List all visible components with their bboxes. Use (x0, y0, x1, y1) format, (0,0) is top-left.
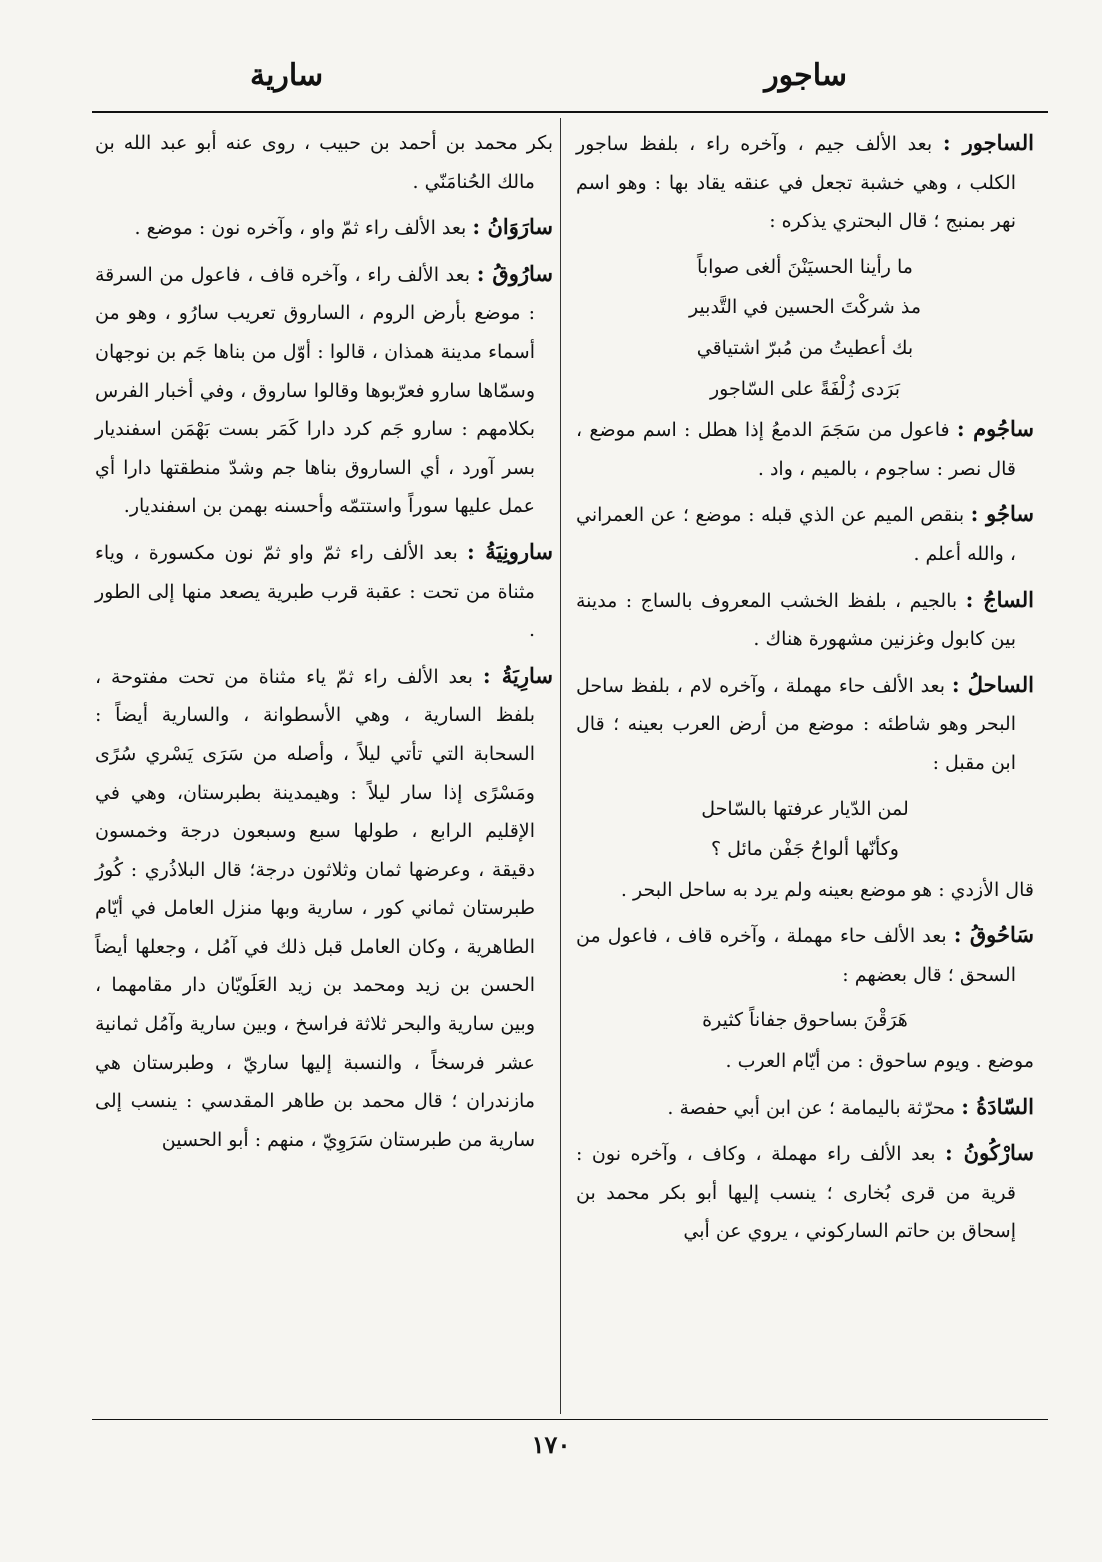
page-number: ١٧٠ (531, 1430, 571, 1459)
entry-text: بنقص الميم عن الذي قبله : موضع ؛ عن العمراني ، والله أعلم . (576, 504, 1016, 565)
entry-paragraph (576, 581, 1034, 659)
verse-line (576, 329, 1034, 368)
headword: سارْكُونُ : (945, 1140, 1034, 1166)
headword: سارونِيَةُ : (467, 538, 554, 564)
entry-text: لمن الدّيار عرفتها بالسّاحل (701, 797, 909, 820)
verse-line (576, 288, 1034, 327)
headword: سَاحُوقُ : (953, 922, 1034, 948)
entry-text: بالجيم ، بلفظ الخشب المعروف بالساج : مدينة بين كابول وغزنين مشهورة هناك . (576, 589, 1016, 651)
entry-paragraph (576, 1088, 1034, 1128)
entry-text: بعد الألف حاء مهملة ، وآخره قاف ، فاعول من السحق ؛ قال بعضهم : (576, 925, 1016, 986)
verse-line (576, 248, 1034, 287)
entry-paragraph (576, 495, 1034, 573)
entry-text: قال الأزدي : هو موضع بعينه ولم يرد به ساحل البحر . (620, 878, 1034, 901)
entry-paragraph (95, 208, 553, 248)
entry-text: بعد الألف حاء مهملة ، وآخره لام ، بلفظ ساحل البحر وهو شاطئه : موضع من أرض العرب بعينه ؛ قال ابن مقبل : (576, 674, 1016, 774)
entry-paragraph (576, 871, 1034, 910)
headword: ساجُوم : (956, 416, 1034, 442)
entry-text: مذ شركْتَ الحسين في التَّدبير (688, 296, 922, 319)
entry-paragraph (95, 533, 553, 650)
entry-text: فاعول من سَجَمَ الدمعُ إذا هطل : اسم موضع ، قال نصر : ساجوم ، بالميم ، واد . (576, 419, 1016, 480)
entry-paragraph (576, 124, 1034, 241)
header-rule (92, 111, 1048, 113)
entry-text: موضع . ويوم ساحوق : من أيّام العرب . (725, 1050, 1034, 1073)
footer-rule (92, 1419, 1048, 1420)
entry-paragraph (576, 410, 1034, 488)
entry-text: بعد الألف راء ثمّ واو ، وآخره نون : موضع . (134, 217, 467, 240)
entry-text: هَرَقْنَ بساحوق جفاناً كثيرة (702, 1009, 908, 1032)
verse-line (576, 370, 1034, 409)
running-header-left: سارية (250, 58, 324, 93)
entry-text: بعد الألف راء ، وآخره قاف ، فاعول من السرقة : موضع بأرض الروم ، الساروق تعريب سارُو ، وهو من أسماء مدينة همذان ، قالوا : أوّل من بناها جَم بن نوجهان وسمّاها سارو فعرّبوها وقالوا ساروق ، وفي أخبار الفرس بكلامهم : سارو جَم كرد دارا كَمَر بست بَهْمَن اسفنديار بسر آورد ، أي الساروق بناها جم وشدّ منطقتها دارا أي عمل عليها سوراً واستتمّه وأحسنه بهمن بن اسفنديار. (95, 263, 535, 518)
entry-text: وكأنّها ألواحُ جَفْن مائل ؟ (711, 838, 899, 861)
entry-paragraph (576, 916, 1034, 994)
headword: الساجُ : (965, 586, 1034, 612)
entry-text: ما رأينا الحسيَنْنَ ألغى صواباً (697, 255, 913, 278)
column-divider (560, 118, 561, 1414)
entry-text: بعد الألف راء ثمّ ياء مثناة من تحت مفتوحة ، بلفظ السارية ، وهي الأسطوانة ، والسارية أيضاً : السحابة التي تأتي ليلاً ، وأصله من سَرَى يَسْري سُرًى ومَسْرًى إذا سار ليلاً : وهيمدينة بطبرستان، وهي في الإقليم الرابع ، طولها سبع وسبعون درجة وخمسون دقيقة ، وعرضها ثمان وثلاثون درجة؛ قال البلاذُري : كُورُ طبرستان ثماني كور ، سارية وبها منزل العامل في أيّام الطاهرية ، وكان العامل قبل ذلك في آمُل ، وجعلها أيضاً الحسن بن زيد ومحمد بن زيد العَلَويّان دار مقامهما ، وبين سارية والبحر ثلاثة فراسخ ، وبين سارية وآمُل ثمانية عشر فرسخاً ، والنسبة إليها ساريّ ، وطبرستان هي مازندران ؛ قال محمد بن طاهر المقدسي : ينسب إلى سارية من طبرستان سَرَوِيّ ، منهم : أبو الحسين (95, 665, 535, 1151)
verse-line (576, 1001, 1034, 1040)
headword: السّادَةُ : (961, 1093, 1034, 1119)
entry-text: بك أعطيتُ من مُبرّ اشتياقي (696, 336, 914, 359)
headword: الساجور : (942, 130, 1035, 155)
entry-text: بعد الألف راء ثمّ واو ثمّ نون مكسورة ، وياء مثناة من تحت : عقبة قرب طبرية يصعد منها إلى الطور . (95, 541, 535, 642)
entry-text: بَرَدى زُلْفَةً على السّاجور (710, 377, 900, 400)
entry-text: بكر محمد بن أحمد بن حبيب ، روى عنه أبو عبد الله بن مالك الحُنامَنّي . (95, 132, 553, 193)
running-header-right: ساجور (764, 58, 847, 93)
headword: الساحلُ : (951, 671, 1034, 697)
entry-paragraph (95, 124, 553, 201)
entry-text: بعد الألف راء مهملة ، وكاف ، وآخره نون : قرية من قرى بُخارى ؛ ينسب إليها أبو بكر محمد بن إسحاق بن حاتم الساركوني ، يروي عن أبي (576, 1143, 1016, 1243)
verse-line (576, 790, 1034, 829)
entry-text: بعد الألف جيم ، وآخره راء ، بلفظ ساجور الكلب ، وهي خشبة تجعل في عنقه يقاد بها : وهو اسم نهر بمنبج ؛ قال البحتري يذكره : (576, 133, 1016, 233)
headword: سارِيَةُ : (482, 662, 553, 688)
entry-paragraph (95, 255, 553, 526)
right-column (576, 124, 1034, 1258)
entry-text: محرّثة باليمامة ؛ عن ابن أبي حفصة . (667, 1096, 956, 1119)
left-column (95, 124, 553, 1166)
headword: سارَوَانُ : (472, 214, 553, 240)
headword: ساجُو : (970, 501, 1034, 527)
entry-paragraph (576, 1042, 1034, 1081)
entry-paragraph (95, 657, 553, 1160)
entry-paragraph (576, 666, 1034, 783)
entry-paragraph (576, 1134, 1034, 1251)
headword: سارُوقُ : (476, 260, 554, 286)
verse-line (576, 830, 1034, 869)
